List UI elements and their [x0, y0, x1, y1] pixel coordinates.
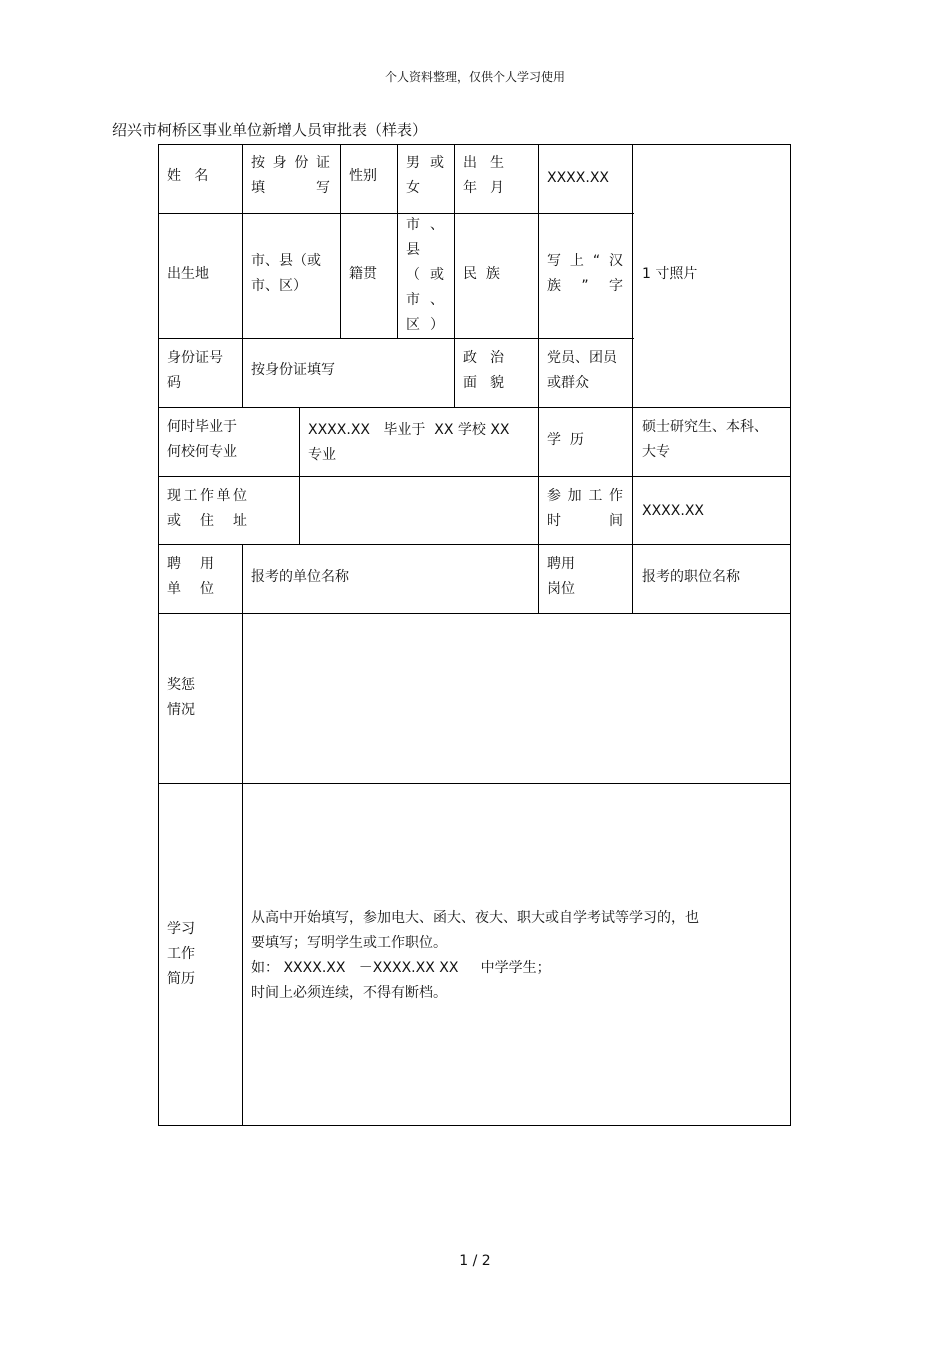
political-status-value: 党员、团员 或群众: [547, 350, 617, 391]
table-border-top: [158, 144, 791, 145]
table-border-left: [158, 144, 159, 1126]
row-divider: [158, 407, 791, 408]
work-start-label: 参加工作 时间: [547, 488, 623, 529]
column-divider: [242, 144, 243, 408]
resume-value: 从高中开始填写，参加电大、函大、夜大、职大或自学考试等学习的，也 要填写；写明学生或工作职位。 如： XXXX.XX －XXXX.XX XX 中学学生； 时间上必须连续，不得有断档。: [251, 910, 699, 1001]
table-border-bottom: [158, 1125, 791, 1126]
birth-date-label: 出生 年月: [463, 155, 504, 196]
graduation-value: XXXX.XX 毕业于 XX 学校 XX 专业: [308, 422, 510, 463]
work-start-value: XXXX.XX: [642, 503, 704, 519]
row-divider: [158, 613, 791, 614]
education-label: 学 历: [547, 432, 584, 448]
table-border-right: [790, 144, 791, 1126]
photo-placeholder: 1 寸照片: [642, 266, 698, 282]
name-value: 按身份证 填写: [251, 155, 330, 196]
row-divider: [158, 783, 791, 784]
column-divider: [632, 407, 633, 613]
name-label: 姓 名: [167, 168, 209, 184]
column-divider: [632, 144, 633, 408]
workplace-label: 现工作单位 或 住 址: [167, 488, 247, 529]
id-number-label: 身份证号 码: [167, 350, 223, 391]
employer-value: 报考的单位名称: [251, 569, 349, 585]
education-value: 硕士研究生、本科、 大专: [642, 419, 768, 460]
page-header-note: 个人资料整理，仅供个人学习使用: [384, 70, 565, 84]
column-divider: [538, 144, 539, 613]
employer-label: 聘 用 单 位: [167, 556, 214, 597]
column-divider: [454, 144, 455, 408]
row-divider: [158, 544, 791, 545]
awards-label: 奖惩 情况: [167, 677, 195, 718]
gender-label: 性别: [349, 168, 377, 184]
birthplace-value: 市、县（或 市、区）: [251, 253, 321, 294]
ethnicity-value: 写上“汉 族”字: [547, 253, 623, 294]
gender-value: 男或 女: [406, 155, 444, 196]
column-divider: [397, 144, 398, 339]
graduation-label: 何时毕业于 何校何专业: [167, 419, 237, 460]
column-divider: [242, 544, 243, 1126]
column-divider: [299, 407, 300, 545]
post-label: 聘用 岗位: [547, 556, 575, 597]
row-divider: [158, 476, 791, 477]
birth-date-value: XXXX.XX: [547, 170, 609, 186]
column-divider: [340, 144, 341, 339]
birthplace-label: 出生地: [167, 266, 209, 282]
native-place-label: 籍贯: [349, 266, 377, 282]
native-place-value: 市、 县 （或 市、 区）: [406, 217, 444, 333]
page-number: 1 / 2: [459, 1253, 491, 1269]
resume-label: 学习 工作 简历: [167, 921, 195, 987]
row-divider: [158, 213, 634, 214]
ethnicity-label: 民 族: [463, 266, 500, 282]
political-status-label: 政治 面貌: [463, 350, 504, 391]
id-number-value: 按身份证填写: [251, 362, 335, 378]
post-value: 报考的职位名称: [642, 569, 740, 585]
row-divider: [158, 338, 634, 339]
form-title: 绍兴市柯桥区事业单位新增人员审批表（样表）: [112, 121, 428, 139]
